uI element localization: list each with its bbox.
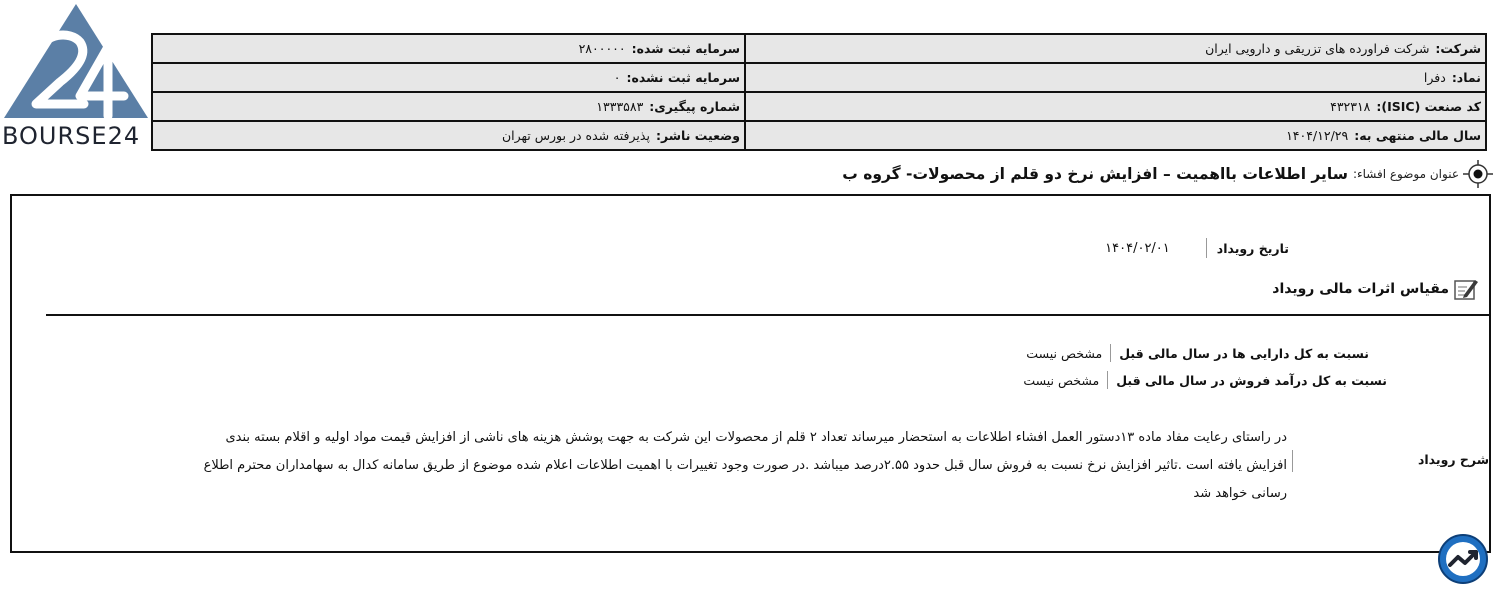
description-line: رسانی خواهد شد [1193,486,1287,501]
ratio-revenue-value: مشخص نیست [1023,372,1100,388]
tracking-label: شماره پیگیری: [649,99,740,114]
unregistered-capital-value: ۰ [613,70,621,85]
divider [1292,450,1293,472]
info-cell-publisher-status [152,121,745,150]
isic-value: ۴۳۲۳۱۸ [1330,99,1371,114]
target-pin-icon [1463,160,1493,188]
event-description-row [127,424,1489,508]
unregistered-capital-label: سرمایه ثبت نشده: [626,70,740,85]
fiscal-year-value: ۱۴۰۴/۱۲/۲۹ [1286,128,1349,143]
description-line: افزایش یافته است .تاثیر افزایش نرخ نسبت به فروش سال قبل حدود ۲.۵۵درصد میباشد .در صورت وجود تغییرات با اهمیت اطلاعات اعلام شده موضوع از طریق سامانه کدال به سهامداران محترم اطلاع [203,458,1287,473]
info-cell-tracking [152,92,745,121]
codal-badge-icon[interactable] [1437,533,1489,585]
section-divider [46,314,1489,316]
isic-label: کد صنعت (ISIC): [1376,99,1481,114]
info-row [152,63,1486,92]
info-row [152,34,1486,63]
fiscal-year-label: سال مالی منتهی به: [1354,128,1481,143]
ratio-assets-value: مشخص نیست [1026,345,1103,361]
symbol-value: دفرا [1423,70,1446,85]
company-value: شرکت فراورده های تزریقی و دارویی ایران [1205,41,1430,56]
info-cell-unregistered-capital [152,63,745,92]
section-title: مقیاس اثرات مالی رویداد [1272,281,1449,297]
info-cell-isic [745,92,1486,121]
event-date-label: تاریخ رویداد [1216,240,1289,256]
description-line: در راستای رعایت مفاد ماده ۱۳دستور العمل افشاء اطلاعات به استحضار میرساند تعداد ۲ قلم از محصولات این شرکت به جهت پوشش هزینه های ناشی از افزایش قیمت مواد اولیه و اقلام بسته بندی [225,430,1287,445]
ratio-revenue-row [1023,371,1387,389]
subject-label: عنوان موضوع افشاء: [1352,167,1459,181]
logo-text: BOURSE24 [2,122,141,150]
symbol-label: نماد: [1451,70,1481,85]
info-cell-symbol [745,63,1486,92]
description-label: شرح رویداد [1417,452,1489,467]
divider [1110,344,1111,362]
logo-triangle-icon [0,0,152,125]
ratio-revenue-label: نسبت به کل درآمد فروش در سال مالی قبل [1116,372,1387,388]
info-cell-fiscal-year [745,121,1486,150]
ratio-assets-row [1026,344,1369,362]
info-cell-company [745,34,1486,63]
event-date-row [1105,238,1289,258]
disclosure-subject [842,160,1493,188]
publisher-status-label: وضعیت ناشر: [655,128,740,143]
bourse24-logo [0,0,152,152]
divider [1107,371,1108,389]
event-panel [10,194,1491,553]
financial-impact-section-title [1272,276,1479,302]
company-label: شرکت: [1435,41,1481,56]
info-row [152,121,1486,150]
event-date-value: ۱۴۰۴/۰۲/۰۱ [1105,240,1170,256]
divider [1206,238,1207,258]
info-cell-registered-capital [152,34,745,63]
publisher-status-value: پذیرفته شده در بورس تهران [501,128,650,143]
tracking-value: ۱۳۳۳۵۸۳ [596,99,644,114]
company-info-table [151,33,1487,151]
description-text [204,424,1287,508]
ratio-assets-label: نسبت به کل دارایی ها در سال مالی قبل [1119,345,1369,361]
registered-capital-label: سرمایه ثبت شده: [631,41,740,56]
edit-note-icon [1453,276,1479,302]
info-row [152,92,1486,121]
subject-value: سایر اطلاعات بااهمیت – افزایش نرخ دو قلم از محصولات- گروه ب [842,165,1348,183]
registered-capital-value: ۲۸۰۰۰۰۰ [578,41,626,56]
